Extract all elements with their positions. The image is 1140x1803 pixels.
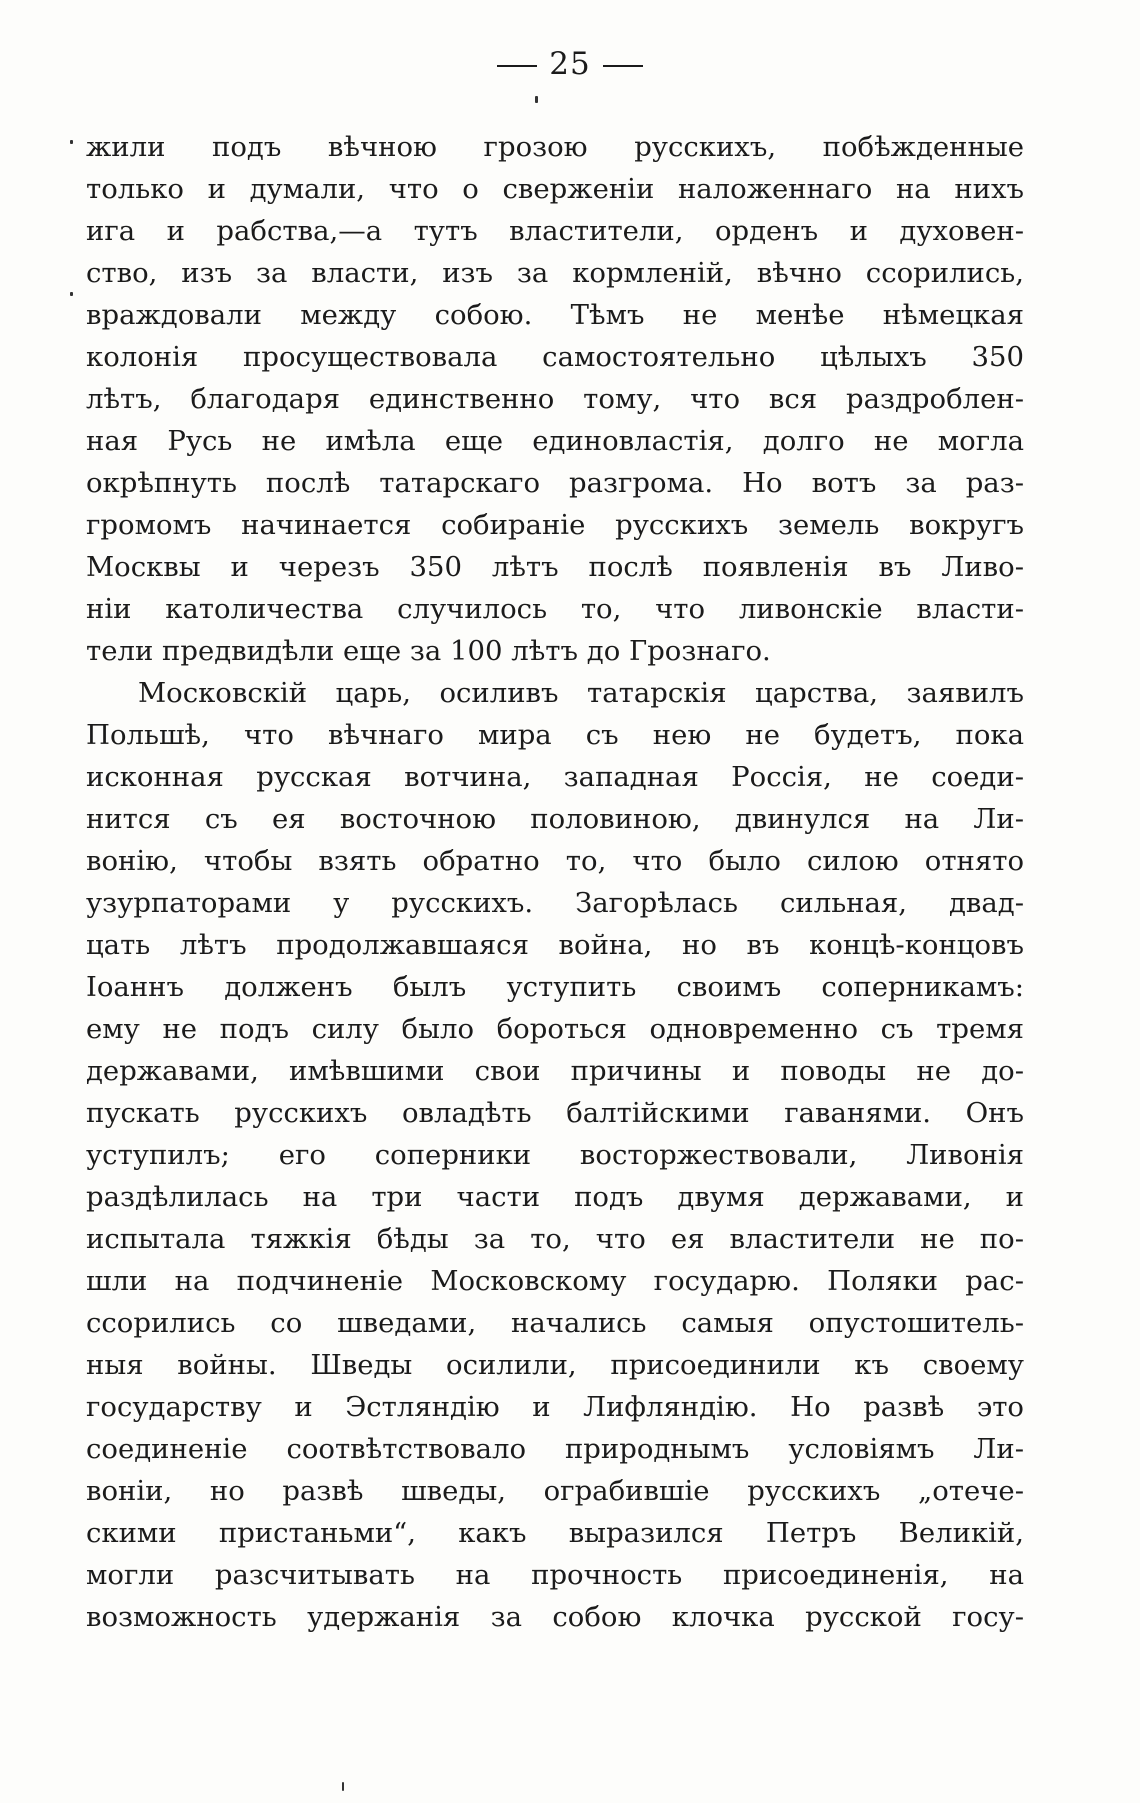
text-line: вонію, чтобы взять обратно то, что было силою отнято xyxy=(86,845,1024,877)
header-dash-right xyxy=(603,65,643,67)
text-line: враждовали между собою. Тѣмъ не менѣе нѣмецкая xyxy=(86,299,1024,331)
paragraph-1 xyxy=(86,126,1024,672)
text-line: Московскій царь, осиливъ татарскія царства, заявилъ xyxy=(138,677,1024,709)
text-line: ная Русь не имѣла еще единовластія, долго не могла xyxy=(86,425,1024,457)
text-line: соединеніе соотвѣтствовало природнымъ условіямъ Ли- xyxy=(86,1433,1024,1465)
text-line: Іоаннъ долженъ былъ уступить своимъ соперникамъ: xyxy=(86,971,1024,1003)
text-line: ему не подъ силу было бороться одновременно съ тремя xyxy=(86,1013,1024,1045)
text-line: цать лѣтъ продолжавшаяся война, но въ концѣ-концовъ xyxy=(86,929,1024,961)
text-line: ига и рабства,—а тутъ властители, орденъ и духовен- xyxy=(86,215,1024,247)
page-header xyxy=(0,44,1140,84)
text-line: возможность удержанія за собою клочка русской госу- xyxy=(86,1601,1024,1633)
text-line: Москвы и черезъ 350 лѣтъ послѣ появленія въ Ливо- xyxy=(86,551,1024,583)
print-speck xyxy=(70,292,73,296)
text-line: только и думали, что о сверженіи наложеннаго на нихъ xyxy=(86,173,1024,205)
text-line: нится съ ея восточною половиною, двинулся на Ли- xyxy=(86,803,1024,835)
text-line: уступилъ; его соперники восторжествовали, Ливонія xyxy=(86,1139,1024,1171)
text-line: ныя войны. Шведы осилили, присоединили къ своему xyxy=(86,1349,1024,1381)
text-line: воніи, но развѣ шведы, ограбившіе русскихъ „отече- xyxy=(86,1475,1024,1507)
print-speck xyxy=(70,140,73,144)
text-line: пускать русскихъ овладѣть балтійскими гаванями. Онъ xyxy=(86,1097,1024,1129)
body-text xyxy=(86,126,1024,1638)
paragraph-2 xyxy=(86,672,1024,1638)
text-line: исконная русская вотчина, западная Россія, не соеди- xyxy=(86,761,1024,793)
text-line: могли разсчитывать на прочность присоединенія, на xyxy=(86,1559,1024,1591)
text-line: окрѣпнуть послѣ татарскаго разгрома. Но вотъ за раз- xyxy=(86,467,1024,499)
text-line: державами, имѣвшими свои причины и поводы не до- xyxy=(86,1055,1024,1087)
text-line: лѣтъ, благодаря единственно тому, что вся раздроблен- xyxy=(86,383,1024,415)
text-line: Польшѣ, что вѣчнаго мира съ нею не будетъ, пока xyxy=(86,719,1024,751)
text-line: государству и Эстляндію и Лифляндію. Но развѣ это xyxy=(86,1391,1024,1423)
text-line: тели предвидѣли еще за 100 лѣтъ до Грознаго. xyxy=(86,635,771,667)
text-line: узурпаторами у русскихъ. Загорѣлась сильная, двад- xyxy=(86,887,1024,919)
print-speck xyxy=(342,1782,344,1791)
text-line: ство, изъ за власти, изъ за кормленій, вѣчно ссорились, xyxy=(86,257,1024,289)
text-line: ніи католичества случилось то, что ливонскіе власти- xyxy=(86,593,1024,625)
header-dash-left xyxy=(497,65,537,67)
text-line: колонія просуществовала самостоятельно цѣлыхъ 350 xyxy=(86,341,1024,373)
text-line: испытала тяжкія бѣды за то, что ея властители не по- xyxy=(86,1223,1024,1255)
page-number: 25 xyxy=(549,46,591,82)
text-line: шли на подчиненіе Московскому государю. Поляки рас- xyxy=(86,1265,1024,1297)
text-line: громомъ начинается собираніе русскихъ земель вокругъ xyxy=(86,509,1024,541)
print-speck xyxy=(535,96,538,103)
text-line: раздѣлилась на три части подъ двумя державами, и xyxy=(86,1181,1024,1213)
text-line: ссорились со шведами, начались самыя опустошитель- xyxy=(86,1307,1024,1339)
text-line: скими пристаньми“, какъ выразился Петръ Великій, xyxy=(86,1517,1024,1549)
text-line: жили подъ вѣчною грозою русскихъ, побѣжденные xyxy=(86,131,1024,163)
